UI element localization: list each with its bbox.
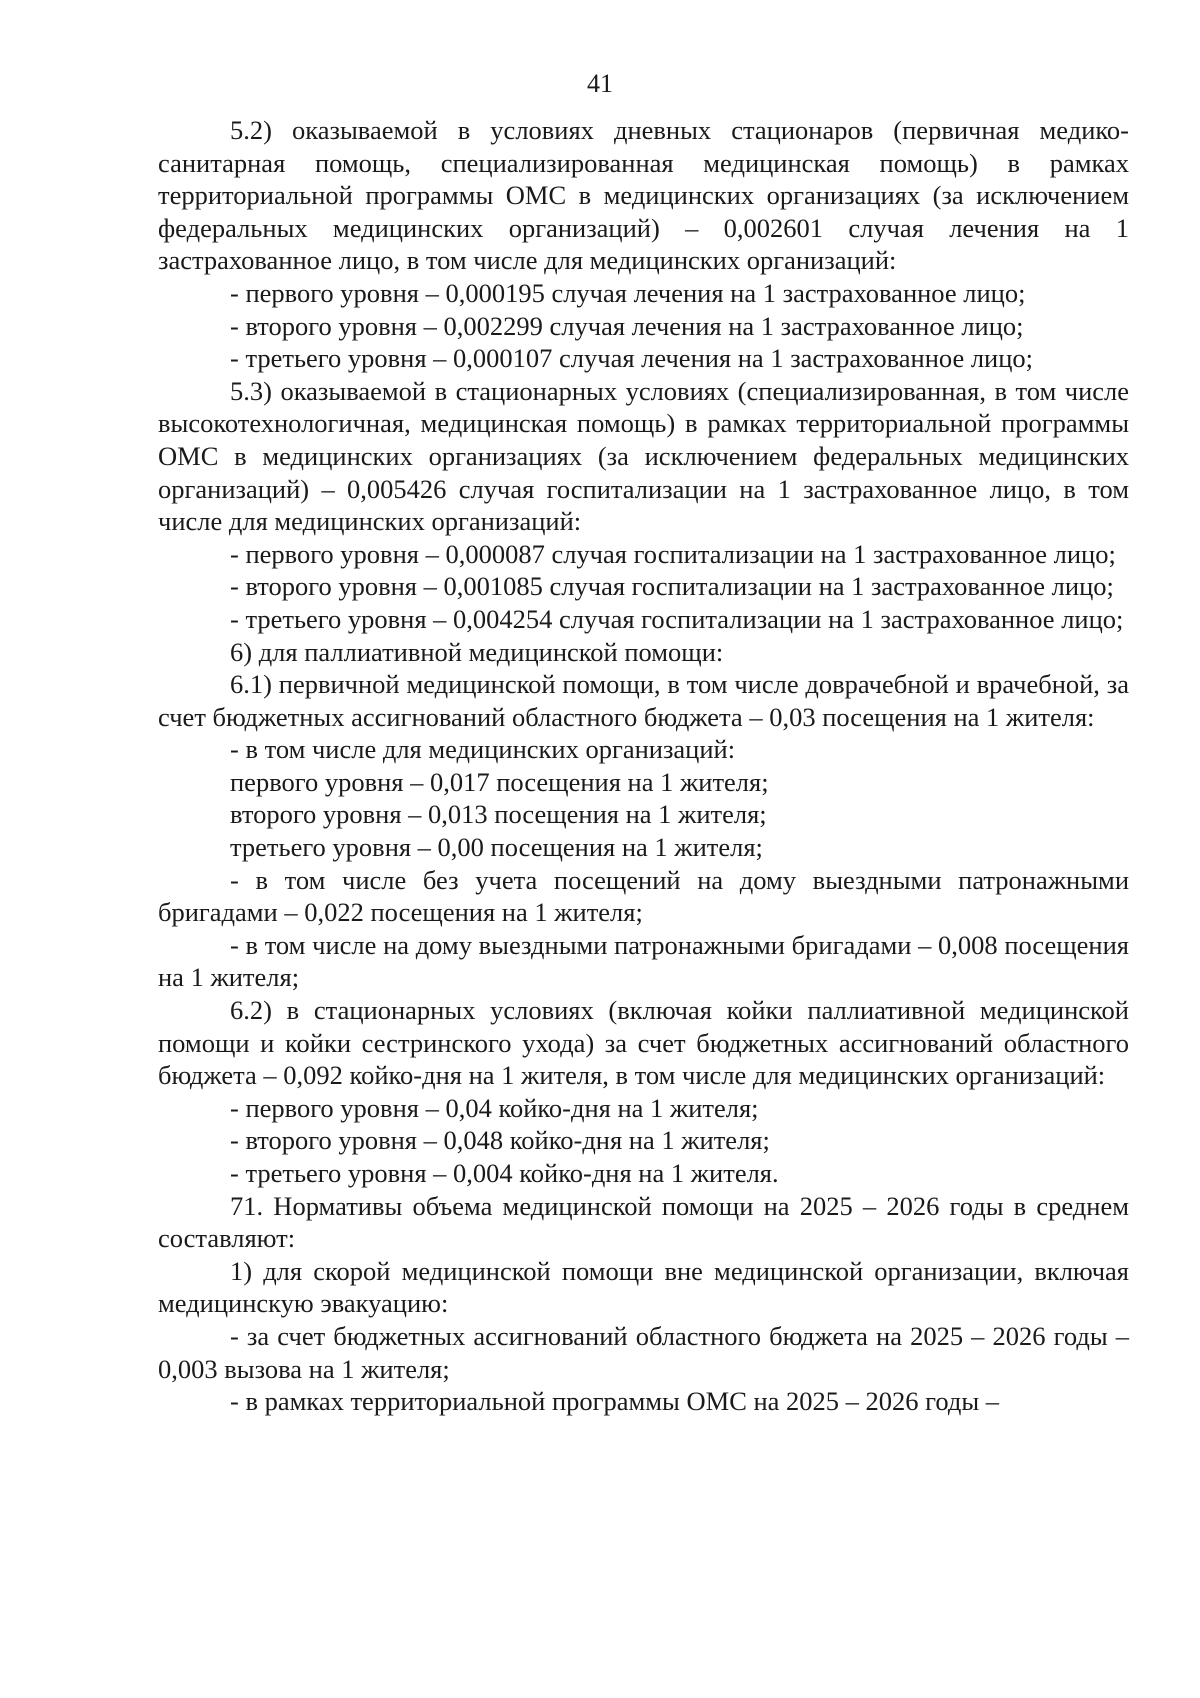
page-number: 41 (587, 69, 613, 98)
paragraph-5-2: 5.2) оказываемой в условиях дневных стационаров (первичная медико-санитарная помощь, специализированная медицинская помощь) в рамках территориальной программы ОМС в медицинских организациях (за исключением федеральных медицинских организаций) – 0,002601 случая лечения на 1 застрахованное лицо, в том числе для медицинских организаций: (158, 115, 1129, 276)
list-item: второго уровня – 0,013 посещения на 1 жителя; (230, 799, 767, 830)
list-item: - третьего уровня – 0,004254 случая госпитализации на 1 застрахованное лицо; (230, 603, 1124, 634)
list-item: - второго уровня – 0,002299 случая лечения на 1 застрахованное лицо; (230, 310, 1024, 341)
paragraph-6-2: 6.2) в стационарных условиях (включая койки паллиативной медицинской помощи и койки сестринского ухода) за счет бюджетных ассигнований областного бюджета – 0,092 койко-дня на 1 жителя, в том числе для медицинских организаций: (158, 995, 1129, 1091)
list-item: - в том числе для медицинских организаций: (230, 734, 736, 765)
list-item: - третьего уровня – 0,000107 случая лечения на 1 застрахованное лицо; (230, 343, 1034, 374)
paragraph-6: 6) для паллиативной медицинской помощи: (230, 636, 724, 667)
list-item: - первого уровня – 0,000195 случая лечения на 1 застрахованное лицо; (230, 277, 1026, 308)
list-item: - первого уровня – 0,04 койко-дня на 1 жителя; (230, 1092, 759, 1123)
list-item: - второго уровня – 0,001085 случая госпитализации на 1 застрахованное лицо; (230, 571, 1114, 602)
list-item: третьего уровня – 0,00 посещения на 1 жителя; (230, 832, 763, 863)
list-item: - в рамках территориальной программы ОМС на 2025 – 2026 годы – (230, 1386, 1000, 1417)
paragraph-1: 1) для скорой медицинской помощи вне медицинской организации, включая медицинскую эвакуацию: (158, 1255, 1129, 1319)
list-item: - первого уровня – 0,000087 случая госпитализации на 1 застрахованное лицо; (230, 538, 1116, 569)
paragraph-6-1: 6.1) первичной медицинской помощи, в том числе доврачебной и врачебной, за счет бюджетных ассигнований областного бюджета – 0,03 посещения на 1 жителя: (158, 669, 1129, 732)
list-item: первого уровня – 0,017 посещения на 1 жителя; (230, 766, 769, 797)
list-item: - в том числе на дому выездными патронажными бригадами – 0,008 посещения на 1 жителя; (158, 929, 1129, 993)
list-item: - за счет бюджетных ассигнований областного бюджета на 2025 – 2026 годы – 0,003 вызова на 1 жителя; (158, 1320, 1129, 1384)
list-item: - в том числе без учета посещений на дому выездными патронажными бригадами – 0,022 посещения на 1 жителя; (158, 864, 1129, 928)
list-item: - второго уровня – 0,048 койко-дня на 1 жителя; (230, 1125, 770, 1156)
list-item: - третьего уровня – 0,004 койко-дня на 1 жителя. (230, 1158, 779, 1188)
document-body (158, 114, 1129, 1418)
paragraph-71: 71. Нормативы объема медицинской помощи на 2025 – 2026 годы в среднем составляют: (158, 1190, 1129, 1254)
paragraph-5-3: 5.3) оказываемой в стационарных условиях (специализированная, в том числе высокотехнологичная, медицинская помощь) в рамках территориальной программы ОМС в медицинских организациях (за исключением федеральных медицинских организаций) – 0,005426 случая госпитализации на 1 застрахованное лицо, в том числе для медицинских организаций: (158, 375, 1129, 537)
